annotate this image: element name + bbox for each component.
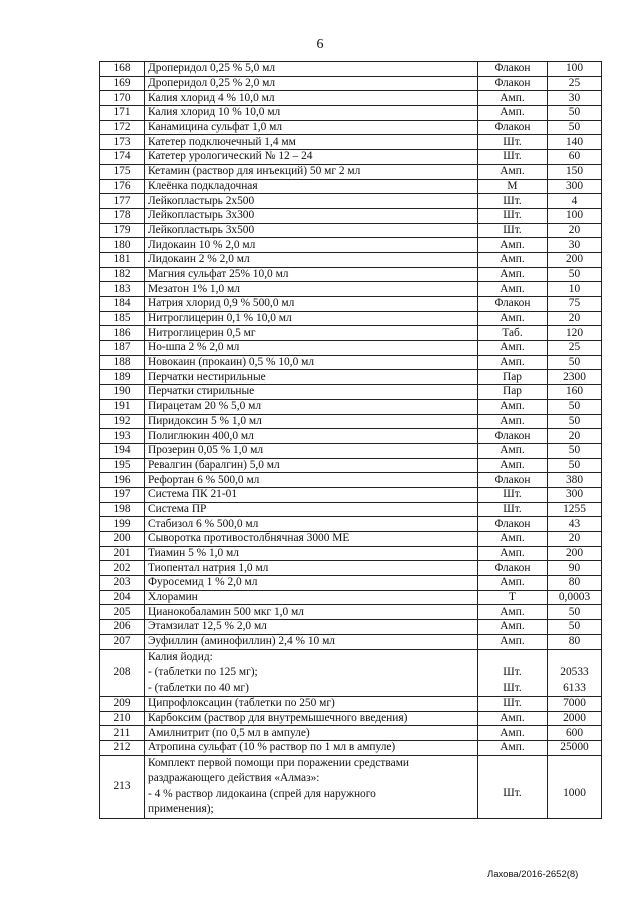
item-unit: Амп. [478, 355, 548, 370]
row-number: 168 [100, 62, 145, 77]
table-row [100, 150, 602, 165]
row-number: 180 [100, 238, 145, 253]
row-number: 211 [100, 726, 145, 741]
row-number: 182 [100, 267, 145, 282]
item-name: Лейкопластырь 3х300 [145, 208, 478, 223]
item-unit: Амп. [478, 252, 548, 267]
table-row [100, 741, 602, 756]
item-name: Лидокаин 10 % 2,0 мл [145, 238, 478, 253]
item-quantity-line: 20533 [560, 666, 589, 678]
table-row [100, 590, 602, 605]
item-quantity: 10 [548, 282, 602, 297]
row-number: 209 [100, 697, 145, 712]
table-row [100, 252, 602, 267]
item-quantity [548, 649, 602, 697]
row-number: 174 [100, 150, 145, 165]
item-quantity: 0,0003 [548, 590, 602, 605]
item-name: Канамицина сульфат 1,0 мл [145, 120, 478, 135]
row-number: 194 [100, 443, 145, 458]
item-quantity: 25000 [548, 741, 602, 756]
item-quantity: 100 [548, 208, 602, 223]
item-unit: Флакон [478, 473, 548, 488]
row-number: 197 [100, 487, 145, 502]
item-name: Полиглюкин 400,0 мл [145, 429, 478, 444]
item-unit: Флакон [478, 429, 548, 444]
row-number: 183 [100, 282, 145, 297]
item-quantity: 140 [548, 135, 602, 150]
item-name: Но-шпа 2 % 2,0 мл [145, 341, 478, 356]
item-quantity: 20 [548, 311, 602, 326]
item-quantity: 300 [548, 487, 602, 502]
item-name: Пиридоксин 5 % 1,0 мл [145, 414, 478, 429]
item-name: Катетер подключечный 1,4 мм [145, 135, 478, 150]
item-unit: Шт. [478, 223, 548, 238]
item-unit: Флакон [478, 62, 548, 77]
item-name: Кетамин (раствор для инъекций) 50 мг 2 мл [145, 164, 478, 179]
table-row [100, 697, 602, 712]
item-quantity: 25 [548, 341, 602, 356]
table-row [100, 399, 602, 414]
item-name-line: - 4 % раствор лидокаина (спрей для наружного [148, 787, 376, 800]
item-quantity: 200 [548, 252, 602, 267]
item-quantity: 80 [548, 634, 602, 649]
item-unit: Амп. [478, 164, 548, 179]
item-name: Система ПК 21-01 [145, 487, 478, 502]
item-unit: Амп. [478, 443, 548, 458]
item-name: Магния сульфат 25% 10,0 мл [145, 267, 478, 282]
item-unit: Амп. [478, 282, 548, 297]
table-row [100, 517, 602, 532]
item-unit: Амп. [478, 726, 548, 741]
table-row [100, 502, 602, 517]
item-unit-line: Шт. [503, 666, 522, 678]
row-number: 170 [100, 91, 145, 106]
row-number: 178 [100, 208, 145, 223]
item-name-line: раздражающего действия «Алмаз»: [148, 772, 320, 785]
item-unit-line: Шт. [503, 681, 522, 694]
table-row [100, 561, 602, 576]
row-number: 193 [100, 429, 145, 444]
row-number: 195 [100, 458, 145, 473]
item-quantity: 50 [548, 267, 602, 282]
item-quantity: 50 [548, 605, 602, 620]
item-quantity: 100 [548, 62, 602, 77]
row-number: 203 [100, 576, 145, 591]
item-quantity: 20 [548, 223, 602, 238]
item-quantity-line: 6133 [563, 681, 586, 694]
row-number: 213 [100, 755, 145, 818]
item-name: Система ПР [145, 502, 478, 517]
row-number: 196 [100, 473, 145, 488]
table-row [100, 755, 602, 818]
table-row [100, 634, 602, 649]
table-row [100, 297, 602, 312]
item-name: Лидокаин 2 % 2,0 мл [145, 252, 478, 267]
item-quantity: 80 [548, 576, 602, 591]
item-name: Тиопентал натрия 1,0 мл [145, 561, 478, 576]
item-unit: Флакон [478, 561, 548, 576]
item-unit: Пар [478, 385, 548, 400]
row-number: 185 [100, 311, 145, 326]
row-number: 188 [100, 355, 145, 370]
item-quantity: 4 [548, 194, 602, 209]
item-quantity: 600 [548, 726, 602, 741]
table-row [100, 473, 602, 488]
item-name: Клеёнка подкладочная [145, 179, 478, 194]
item-unit: Амп. [478, 91, 548, 106]
row-number: 179 [100, 223, 145, 238]
item-name: Лейкопластырь 3х500 [145, 223, 478, 238]
row-number: 200 [100, 532, 145, 547]
item-quantity: 1255 [548, 502, 602, 517]
item-unit: Таб. [478, 326, 548, 341]
table-row [100, 62, 602, 77]
item-quantity: 50 [548, 620, 602, 635]
item-unit: Амп. [478, 414, 548, 429]
row-number: 186 [100, 326, 145, 341]
item-name: Сыворотка противостолбнячная 3000 МЕ [145, 532, 478, 547]
page-number: 6 [316, 37, 324, 52]
item-quantity: 50 [548, 355, 602, 370]
item-quantity: 30 [548, 91, 602, 106]
table-row [100, 194, 602, 209]
table-row [100, 370, 602, 385]
table-row [100, 649, 602, 697]
item-unit: Амп. [478, 458, 548, 473]
item-name: Перчатки стирильные [145, 385, 478, 400]
item-quantity: 380 [548, 473, 602, 488]
item-unit: Амп. [478, 106, 548, 121]
table-row [100, 576, 602, 591]
item-quantity: 50 [548, 443, 602, 458]
item-unit: Шт. [478, 150, 548, 165]
item-name: Калия хлорид 10 % 10,0 мл [145, 106, 478, 121]
table-row [100, 311, 602, 326]
table-body [100, 62, 602, 819]
item-quantity: 50 [548, 120, 602, 135]
table-row [100, 341, 602, 356]
row-number: 204 [100, 590, 145, 605]
item-unit: Шт. [478, 697, 548, 712]
item-quantity: 75 [548, 297, 602, 312]
item-name: Натрия хлорид 0,9 % 500,0 мл [145, 297, 478, 312]
supplies-table [99, 61, 602, 819]
item-quantity: 60 [548, 150, 602, 165]
table-row [100, 208, 602, 223]
item-name: Прозерин 0,05 % 1,0 мл [145, 443, 478, 458]
row-number: 177 [100, 194, 145, 209]
item-name: Калия хлорид 4 % 10,0 мл [145, 91, 478, 106]
table-row [100, 135, 602, 150]
item-unit: М [478, 179, 548, 194]
row-number: 169 [100, 76, 145, 91]
item-unit: Т [478, 590, 548, 605]
table-row [100, 458, 602, 473]
item-unit: Амп. [478, 605, 548, 620]
item-name: Карбоксим (раствор для внутремышечного введения) [145, 711, 478, 726]
item-quantity: 50 [548, 399, 602, 414]
item-unit: Амп. [478, 238, 548, 253]
table-row [100, 106, 602, 121]
item-quantity: 90 [548, 561, 602, 576]
item-name: Дроперидол 0,25 % 2,0 мл [145, 76, 478, 91]
item-quantity: 2300 [548, 370, 602, 385]
table-row [100, 164, 602, 179]
item-name [145, 649, 478, 697]
spacer [551, 650, 598, 666]
row-number: 181 [100, 252, 145, 267]
row-number: 172 [100, 120, 145, 135]
item-name-line: - (таблетки по 125 мг); [148, 666, 258, 678]
item-quantity: 30 [548, 238, 602, 253]
table-row [100, 414, 602, 429]
item-name [145, 755, 478, 818]
item-name: Лейкопластырь 2х500 [145, 194, 478, 209]
item-name: Хлорамин [145, 590, 478, 605]
row-number: 189 [100, 370, 145, 385]
row-number: 184 [100, 297, 145, 312]
item-unit [478, 649, 548, 697]
document-code: Лахова/2016-2652(8) [487, 869, 579, 880]
item-name: Дроперидол 0,25 % 5,0 мл [145, 62, 478, 77]
item-quantity: 7000 [548, 697, 602, 712]
table-row [100, 76, 602, 91]
item-quantity: 150 [548, 164, 602, 179]
table-row [100, 605, 602, 620]
table-row [100, 238, 602, 253]
row-number: 176 [100, 179, 145, 194]
item-quantity: 20 [548, 532, 602, 547]
item-unit: Флакон [478, 517, 548, 532]
table-row [100, 487, 602, 502]
row-number: 205 [100, 605, 145, 620]
table-row [100, 429, 602, 444]
item-name: Перчатки нестирильные [145, 370, 478, 385]
item-unit: Амп. [478, 741, 548, 756]
item-name: Эуфиллин (аминофиллин) 2,4 % 10 мл [145, 634, 478, 649]
table-row [100, 355, 602, 370]
item-unit: Амп. [478, 311, 548, 326]
table-row [100, 532, 602, 547]
table-row [100, 711, 602, 726]
item-quantity: 200 [548, 546, 602, 561]
item-quantity: 43 [548, 517, 602, 532]
item-unit: Флакон [478, 297, 548, 312]
row-number: 190 [100, 385, 145, 400]
item-quantity: 50 [548, 458, 602, 473]
table-row [100, 326, 602, 341]
item-unit: Амп. [478, 620, 548, 635]
row-number: 175 [100, 164, 145, 179]
item-name: Ревалгин (баралгин) 5,0 мл [145, 458, 478, 473]
item-quantity: 20 [548, 429, 602, 444]
table-row [100, 120, 602, 135]
table-row [100, 223, 602, 238]
item-name: Катетер урологический № 12 – 24 [145, 150, 478, 165]
table-row [100, 385, 602, 400]
item-quantity: 50 [548, 106, 602, 121]
item-quantity: 2000 [548, 711, 602, 726]
item-name: Нитроглицерин 0,1 % 10,0 мл [145, 311, 478, 326]
table-row [100, 546, 602, 561]
row-number: 191 [100, 399, 145, 414]
item-name: Рефортан 6 % 500,0 мл [145, 473, 478, 488]
table-row [100, 91, 602, 106]
row-number: 207 [100, 634, 145, 649]
item-unit: Амп. [478, 576, 548, 591]
item-name: Этамзилат 12,5 % 2,0 мл [145, 620, 478, 635]
spacer [481, 650, 544, 666]
item-name: Атропина сульфат (10 % раствор по 1 мл в ампуле) [145, 741, 478, 756]
item-name-line: Калия йодид: [148, 650, 213, 663]
item-unit: Амп. [478, 546, 548, 561]
item-quantity: 1000 [548, 755, 602, 818]
table-row [100, 726, 602, 741]
item-unit: Амп. [478, 634, 548, 649]
item-name: Пирацетам 20 % 5,0 мл [145, 399, 478, 414]
row-number: 206 [100, 620, 145, 635]
table-row [100, 282, 602, 297]
row-number: 202 [100, 561, 145, 576]
item-quantity: 25 [548, 76, 602, 91]
item-unit: Шт. [478, 487, 548, 502]
item-unit: Амп. [478, 341, 548, 356]
item-name: Тиамин 5 % 1,0 мл [145, 546, 478, 561]
item-unit: Пар [478, 370, 548, 385]
item-unit: Флакон [478, 76, 548, 91]
item-name: Фуросемид 1 % 2,0 мл [145, 576, 478, 591]
item-unit: Шт. [478, 502, 548, 517]
item-unit: Амп. [478, 711, 548, 726]
row-number: 199 [100, 517, 145, 532]
item-quantity: 120 [548, 326, 602, 341]
item-name: Цианокобаламин 500 мкг 1,0 мл [145, 605, 478, 620]
table-row [100, 620, 602, 635]
table-row [100, 443, 602, 458]
item-unit: Амп. [478, 399, 548, 414]
item-name: Новокаин (прокаин) 0,5 % 10,0 мл [145, 355, 478, 370]
row-number: 208 [100, 649, 145, 697]
item-unit: Амп. [478, 532, 548, 547]
item-unit: Амп. [478, 267, 548, 282]
item-unit: Флакон [478, 120, 548, 135]
row-number: 212 [100, 741, 145, 756]
row-number: 210 [100, 711, 145, 726]
item-name-line: Комплект первой помощи при поражении средствами [148, 756, 409, 769]
item-name: Нитроглицерин 0,5 мг [145, 326, 478, 341]
item-name: Мезатон 1% 1,0 мл [145, 282, 478, 297]
row-number: 192 [100, 414, 145, 429]
item-name: Амилнитрит (по 0,5 мл в ампуле) [145, 726, 478, 741]
item-unit: Шт. [478, 755, 548, 818]
item-quantity: 160 [548, 385, 602, 400]
row-number: 187 [100, 341, 145, 356]
item-quantity: 300 [548, 179, 602, 194]
item-unit: Шт. [478, 194, 548, 209]
item-name-line: - (таблетки по 40 мг) [148, 681, 249, 694]
table-row [100, 179, 602, 194]
table-row [100, 267, 602, 282]
item-name: Ципрофлоксацин (таблетки по 250 мг) [145, 697, 478, 712]
row-number: 173 [100, 135, 145, 150]
item-quantity: 50 [548, 414, 602, 429]
row-number: 201 [100, 546, 145, 561]
row-number: 198 [100, 502, 145, 517]
item-name-line: применения); [148, 803, 214, 816]
item-unit: Шт. [478, 208, 548, 223]
row-number: 171 [100, 106, 145, 121]
item-name: Стабизол 6 % 500,0 мл [145, 517, 478, 532]
item-unit: Шт. [478, 135, 548, 150]
